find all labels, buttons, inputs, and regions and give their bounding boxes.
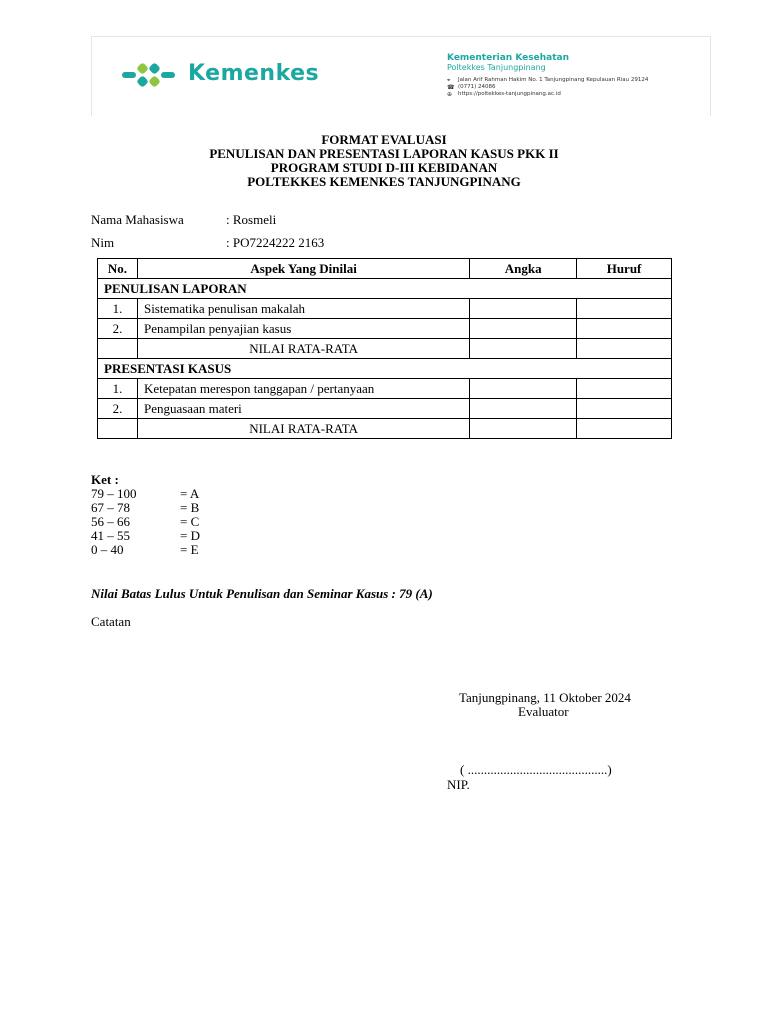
grade-range: 67 – 78 — [91, 500, 130, 515]
phone: (0771) 24086 — [458, 84, 496, 90]
huruf-cell[interactable] — [577, 299, 672, 319]
angka-cell[interactable] — [470, 379, 577, 399]
table-row — [98, 379, 672, 399]
place-date: Tanjungpinang, 11 Oktober 2024 — [459, 690, 631, 705]
huruf-cell[interactable] — [577, 319, 672, 339]
nim-value: : PO7224222 2163 — [226, 235, 325, 250]
nim-label: Nim — [91, 235, 115, 250]
angka-cell[interactable] — [470, 419, 577, 439]
signature-block — [459, 691, 631, 719]
student-name-row — [91, 212, 276, 228]
grade-row — [91, 487, 200, 501]
grade-range: 41 – 55 — [91, 528, 130, 543]
contact-block — [447, 53, 707, 98]
letterhead — [91, 36, 711, 116]
header-huruf: Huruf — [577, 259, 672, 279]
location-icon: ⌖ — [447, 77, 451, 84]
section-row — [98, 359, 672, 379]
grade-row — [91, 529, 200, 543]
phone-icon: ☎ — [447, 84, 455, 91]
average-label: NILAI RATA-RATA — [137, 419, 469, 439]
header-angka: Angka — [470, 259, 577, 279]
grade-row — [91, 543, 200, 557]
row-no: 2. — [98, 399, 138, 419]
passing-note: Nilai Batas Lulus Untuk Penulisan dan Seminar Kasus : 79 (A) — [91, 586, 433, 601]
title-line-1: FORMAT EVALUASI — [321, 132, 447, 147]
org-name: Kementerian Kesehatan — [447, 53, 569, 63]
grade-range: 0 – 40 — [91, 542, 124, 557]
grade-row — [91, 515, 200, 529]
evaluation-table — [97, 258, 672, 439]
grade-letter: = E — [180, 542, 199, 557]
student-nim-row — [91, 235, 324, 251]
title-line-4: POLTEKKES KEMENKES TANJUNGPINANG — [247, 174, 521, 189]
row-no: 2. — [98, 319, 138, 339]
empty-cell — [98, 419, 138, 439]
globe-icon: ⊕ — [447, 91, 453, 98]
logo-text: Kemenkes — [188, 61, 320, 86]
angka-cell[interactable] — [470, 319, 577, 339]
grade-letter: = C — [180, 514, 200, 529]
row-aspect: Ketepatan merespon tanggapan / pertanyaan — [137, 379, 469, 399]
row-aspect: Penguasaan materi — [137, 399, 469, 419]
angka-cell[interactable] — [470, 399, 577, 419]
evaluator-label: Evaluator — [518, 704, 569, 719]
legend-heading: Ket : — [91, 472, 119, 487]
huruf-cell[interactable] — [577, 379, 672, 399]
grade-legend — [91, 473, 200, 557]
huruf-cell[interactable] — [577, 399, 672, 419]
section-row — [98, 279, 672, 299]
kemenkes-logo-icon — [122, 61, 176, 89]
huruf-cell[interactable] — [577, 419, 672, 439]
header-aspect: Aspek Yang Dinilai — [137, 259, 469, 279]
table-row — [98, 299, 672, 319]
row-aspect: Penampilan penyajian kasus — [137, 319, 469, 339]
section-penulisan: PENULISAN LAPORAN — [98, 279, 672, 299]
grade-letter: = A — [180, 486, 200, 501]
average-label: NILAI RATA-RATA — [137, 339, 469, 359]
angka-cell[interactable] — [470, 299, 577, 319]
table-header-row — [98, 259, 672, 279]
row-no: 1. — [98, 379, 138, 399]
address: Jalan Arif Rahman Hakim No. 1 Tanjungpinang Kepulauan Riau 29124 — [458, 77, 649, 83]
empty-cell — [98, 339, 138, 359]
notes-label: Catatan — [91, 614, 131, 629]
section-presentasi: PRESENTASI KASUS — [98, 359, 672, 379]
average-row — [98, 419, 672, 439]
institution-name: Poltekkes Tanjungpinang — [447, 63, 546, 72]
title-line-3: PROGRAM STUDI D-III KEBIDANAN — [270, 160, 498, 175]
row-no: 1. — [98, 299, 138, 319]
signature-name-line: ( ...........................................) — [460, 762, 612, 777]
header-no: No. — [98, 259, 138, 279]
average-row — [98, 339, 672, 359]
document-title — [0, 133, 768, 189]
website-link[interactable]: https://poltekkes-tanjungpinang.ac.id — [458, 91, 561, 97]
name-value: : Rosmeli — [226, 212, 277, 227]
grade-letter: = D — [180, 528, 200, 543]
name-label: Nama Mahasiswa — [91, 212, 184, 227]
title-line-2: PENULISAN DAN PRESENTASI LAPORAN KASUS PKK II — [209, 146, 559, 161]
angka-cell[interactable] — [470, 339, 577, 359]
table-row — [98, 399, 672, 419]
grade-range: 79 – 100 — [91, 486, 137, 501]
grade-row — [91, 501, 200, 515]
table-row — [98, 319, 672, 339]
grade-range: 56 – 66 — [91, 514, 130, 529]
huruf-cell[interactable] — [577, 339, 672, 359]
nip-label: NIP. — [447, 777, 470, 792]
row-aspect: Sistematika penulisan makalah — [137, 299, 469, 319]
grade-letter: = B — [180, 500, 200, 515]
